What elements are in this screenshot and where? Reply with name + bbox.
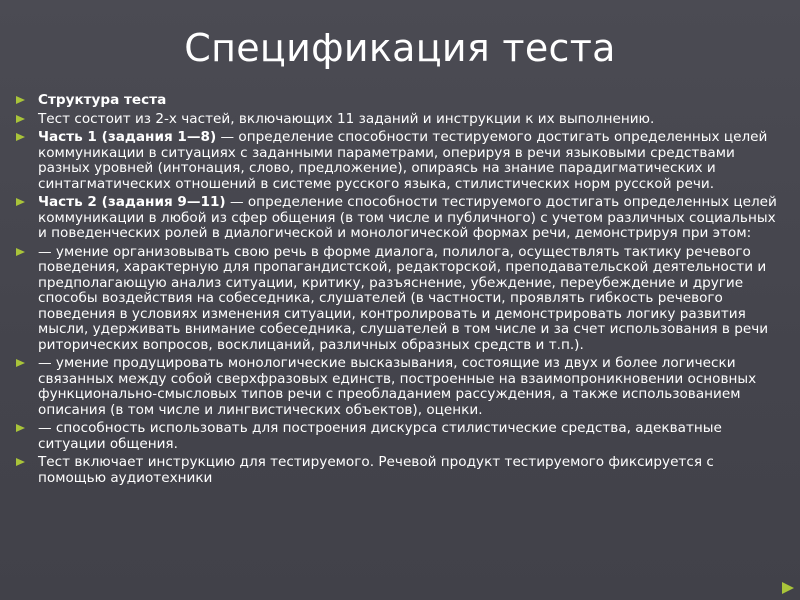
list-item [14, 245, 786, 354]
next-arrow-icon [782, 582, 794, 594]
slide-title: Спецификация теста [184, 26, 616, 70]
triangle-bullet-icon [16, 198, 25, 206]
list-item [14, 455, 786, 486]
triangle-bullet-icon [16, 359, 25, 367]
item-text: — способность использовать для построения дискурса стилистические средства, адекватные ситуации общения. [38, 420, 722, 452]
list-item [14, 356, 786, 418]
item-text: Тест состоит из 2-х частей, включающих 11 заданий и инструкции к их выполнению. [38, 110, 655, 127]
triangle-bullet-icon [16, 115, 25, 123]
item-text: — определение способности тестируемого достигать определенных целей коммуникации в ситуациях с заданными параметрами, оперируя в речи языковыми средствами разных уровней (интонация, слово, предложение), опираясь на знание парадигматических и синтагматических отношений в системе русского языка, стилистических норм русской речи. [38, 129, 768, 192]
item-text: — определение способности тестируемого достигать определенных целей коммуникации в любой из сфер общения (в том числе и публичного) с учетом различных социальных и поведенческих ролей в диалогической и монологической формах речи, демонстрируя при этом: [38, 194, 777, 241]
list-item [14, 130, 786, 192]
list-item [14, 421, 786, 452]
slide-content [14, 93, 786, 489]
list-item [14, 112, 786, 128]
item-bold-text: Структура теста [38, 92, 167, 108]
item-bold-text: Часть 1 (задания 1—8) [38, 129, 217, 145]
item-bold-text: Часть 2 (задания 9—11) [38, 194, 226, 210]
triangle-bullet-icon [16, 248, 25, 256]
triangle-bullet-icon [16, 133, 25, 141]
item-text: — умение организовывать свою речь в форме диалога, полилога, осуществлять тактику речевого поведения, характерную для пропагандистской, редакторской, преподавательской деятельности и предполагающую анализ ситуации, критику, разъяснение, убеждение, переубеждение и другие способы воздействия на собеседника, слушателей (в частности, проявлять гибкость речевого поведения в условиях изменения ситуации, контролировать и демонстрировать логику развития мысли, удерживать внимание собеседника, слушателей в том числе и за счет использования в речи риторических вопросов, восклицаний, различных образных средств и т.п.). [38, 243, 769, 353]
item-text: Тест включает инструкцию для тестируемого. Речевой продукт тестируемого фиксируется с помощью аудиотехники [38, 454, 714, 486]
list-item [14, 93, 786, 109]
triangle-bullet-icon [16, 424, 25, 432]
list-item [14, 195, 786, 242]
item-text: — умение продуцировать монологические высказывания, состоящие из двух и более логически связанных между собой сверхфразовых единств, построенные на взаимопроникновении основных функционально-смысловых типов речи с преобладанием рассуждения, а также использованием описания (в том числе и лингвистических объектов), оценки. [38, 355, 757, 418]
triangle-bullet-icon [16, 96, 25, 104]
triangle-bullet-icon [16, 458, 25, 466]
